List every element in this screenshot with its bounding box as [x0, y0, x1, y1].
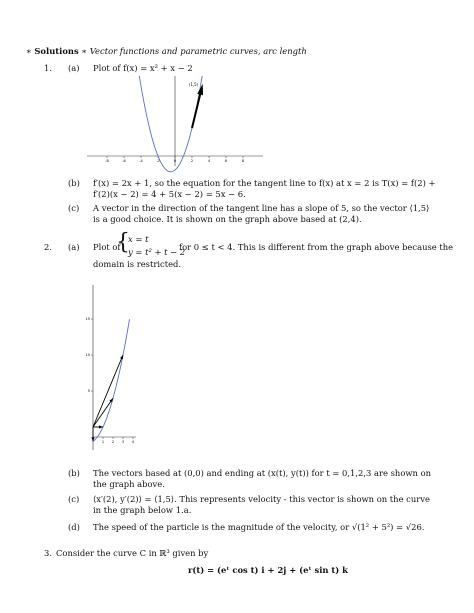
q2a-label: (a)	[68, 242, 80, 252]
x-tick-label: -2	[156, 159, 160, 163]
q2d-label: (d)	[68, 522, 80, 532]
x-tick-label: 6	[224, 159, 228, 163]
page-header	[26, 46, 307, 57]
x-tick-label: 8	[241, 159, 245, 163]
header-star: ∗	[26, 46, 32, 56]
header-subtitle: Vector functions and parametric curves, arc length	[89, 46, 307, 56]
q1c-label: (c)	[68, 203, 80, 213]
y-tick-label: 5	[87, 389, 90, 394]
x-tick-label: 1	[101, 440, 105, 444]
q2b-label: (b)	[68, 468, 80, 478]
q1c-text: A vector in the direction of the tangent line has a slope of 5, so the vector ⟨1,5⟩ is a good choice. It is shown on the graph above based at (2,4).	[93, 203, 430, 224]
position-vector-arrowhead	[120, 355, 123, 359]
x-tick-label: -8	[105, 159, 109, 163]
q1a-label: (a)	[68, 63, 80, 73]
q1-number: 1.	[44, 63, 52, 73]
q2a-prefix: Plot of	[93, 242, 121, 252]
x-tick-label: 4	[131, 440, 135, 444]
system-brace: {	[116, 230, 130, 255]
q1a-text: Plot of f(x) = x² + x − 2	[93, 63, 193, 73]
q1b-text: f′(x) = 2x + 1, so the equation for the tangent line to f(x) at x = 2 is T(x) = f(2) + f′(2)(x − 2) = 4 + 5(x − 2) = 5x − 6.	[93, 178, 436, 199]
q1b-label: (b)	[68, 178, 80, 188]
header-title: Solutions	[34, 46, 79, 56]
graph-parabola	[85, 74, 265, 174]
x-tick-label: 2	[111, 440, 115, 444]
q2-eq1: x = t	[128, 234, 149, 244]
q2-eq2: y = t² + t − 2	[128, 247, 186, 257]
position-vector	[93, 355, 123, 427]
y-tick-label: 15	[85, 317, 90, 322]
q2b-text: The vectors based at (0,0) and ending at (x(t), y(t)) for t = 0,1,2,3 are shown on the graph above.	[93, 468, 432, 489]
x-tick-label: 4	[207, 159, 211, 163]
y-tick-label: 10	[85, 353, 90, 358]
x-tick-label: 2	[190, 159, 194, 163]
q2a-suffix: for 0 ≤ t < 4. This is different from the graph above because the	[179, 242, 454, 252]
position-vector-arrowhead	[109, 398, 113, 402]
x-tick-label: -6	[122, 159, 126, 163]
q2d-text: The speed of the particle is the magnitude of the velocity, or √(1² + 5²) = √26.	[93, 522, 425, 532]
q2-number: 2.	[44, 242, 52, 252]
tangent-vector-label: ⟨1,5⟩	[188, 81, 199, 87]
q2c-label: (c)	[68, 494, 80, 504]
x-tick-label: -4	[139, 159, 143, 163]
parametric-curve	[93, 319, 130, 441]
graph-parametric	[78, 282, 138, 452]
q3-text: Consider the curve C in ℝ³ given by	[56, 548, 209, 558]
x-tick-label: 3	[121, 440, 125, 444]
q2c-text: ⟨x′(2), y′(2)⟩ = ⟨1,5⟩. This represents velocity - this vector is shown on the curve in the graph below 1.a.	[93, 494, 430, 515]
q2a-line2: domain is restricted.	[93, 259, 182, 269]
header-star: ∗	[81, 46, 88, 56]
x-tick-label: 0	[173, 159, 177, 163]
q3-formula: r(t) = (eᵗ cos t) i + 2j + (eᵗ sin t) k	[188, 565, 348, 575]
q3-number: 3.	[44, 548, 52, 558]
